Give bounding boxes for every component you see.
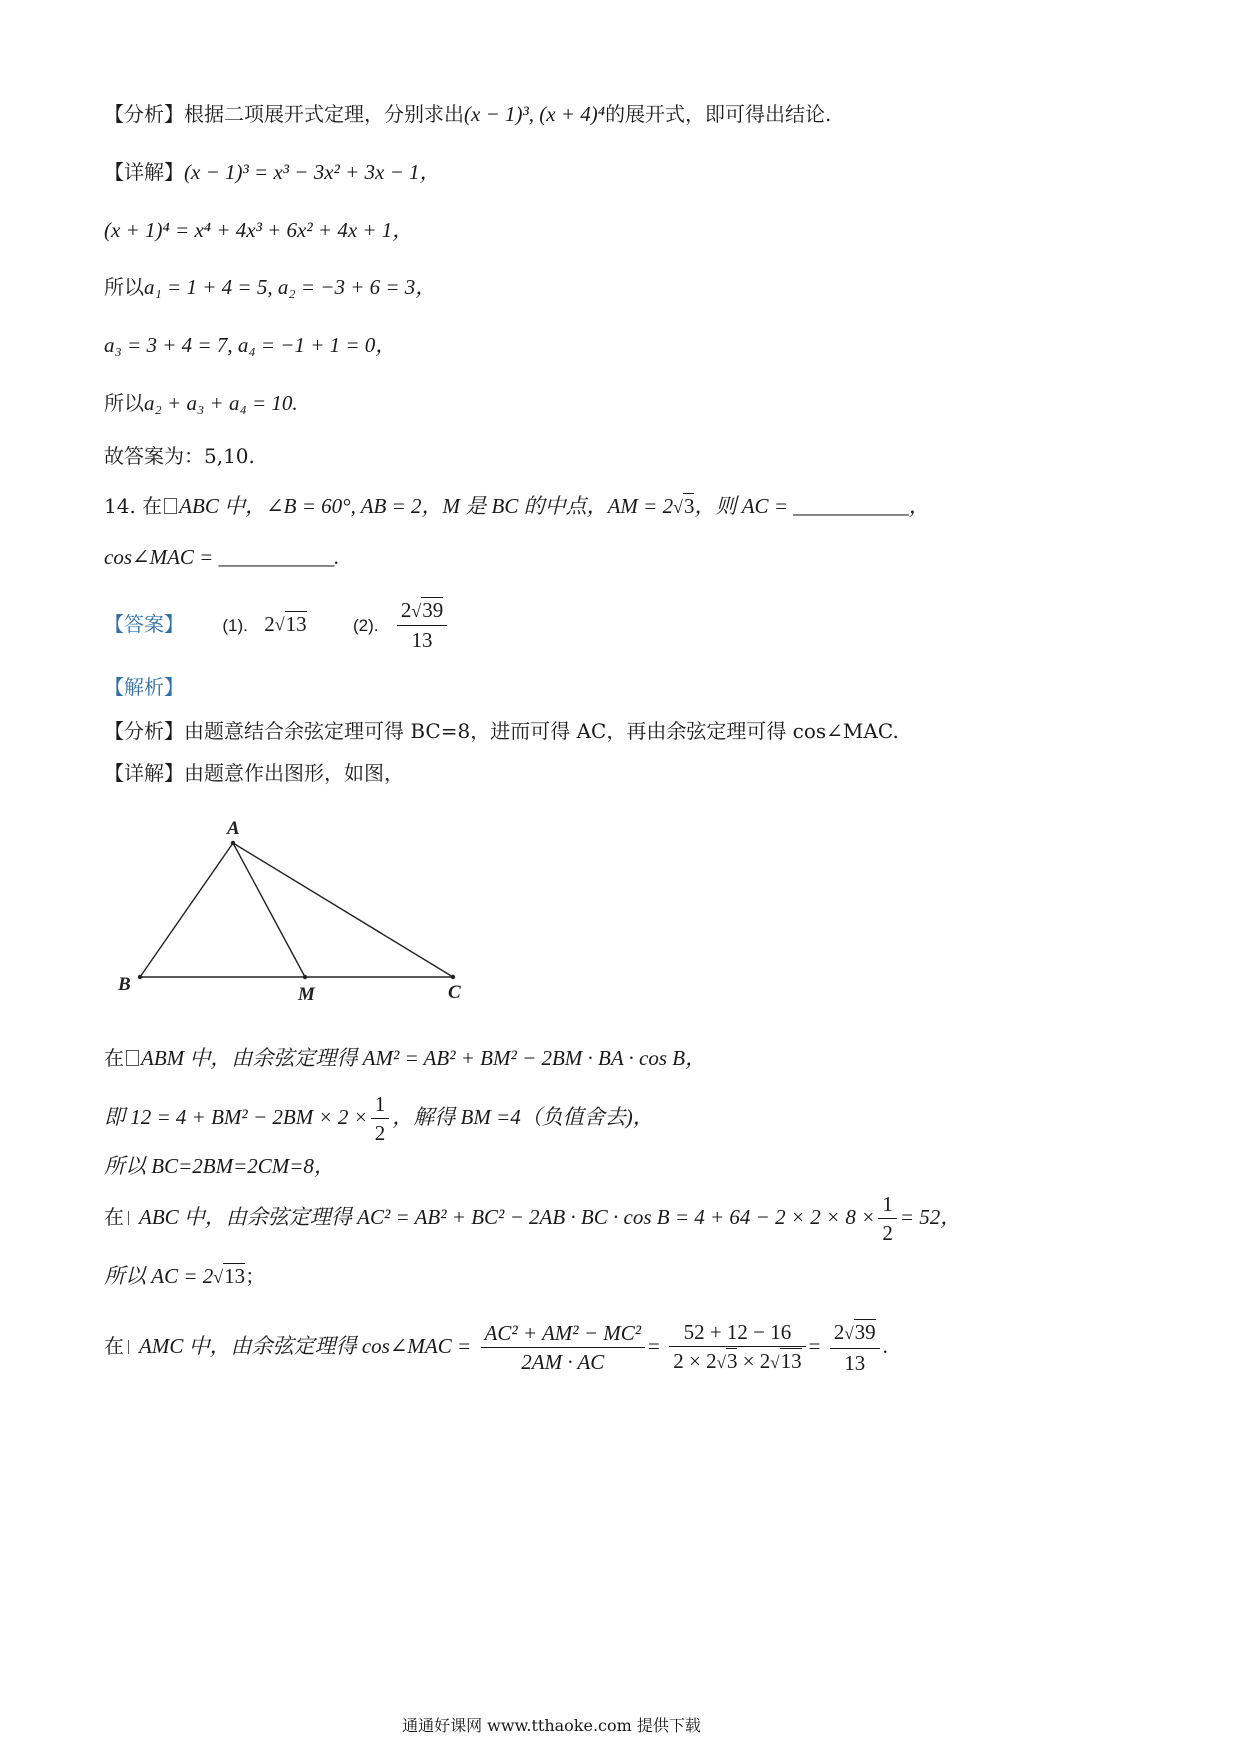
step-6-f2-den-r1: 3 <box>726 1349 738 1373</box>
answer-2-denominator: 13 <box>397 625 447 654</box>
answer-1-radicand: 13 <box>285 611 307 636</box>
step-6-f3-denominator: 13 <box>830 1348 880 1377</box>
footer-text: 通通好课网 www.tthaoke.com 提供下载 <box>402 1716 701 1735</box>
label-A: A <box>227 818 240 839</box>
detail-line-5 <box>104 387 298 419</box>
step-1-prefix: 在 <box>104 1046 124 1070</box>
step-6-fraction-3: $\frac{2√39}{13}$ <box>830 1318 880 1377</box>
answer-2-label: (2). <box>352 615 379 635</box>
step-2 <box>104 1090 654 1150</box>
step-4-numerator: 1 <box>882 1192 893 1216</box>
step-4-prefix: 在 <box>104 1205 124 1229</box>
step-6-fraction-1 <box>481 1319 646 1376</box>
answer-2-num-coef: 2 <box>400 598 412 622</box>
triangle-placeholder-icon <box>126 1050 139 1066</box>
detail-text-5: 所以 <box>104 391 144 415</box>
point-B <box>138 975 142 979</box>
answer-conclusion <box>104 440 255 472</box>
step-2-text: 即 12 = 4 + BM² − 2BM × 2 × <box>104 1105 368 1129</box>
detail-math-4: a₃ = 3 + 4 = 7, a₄ = −1 + 1 = 0， <box>104 333 397 357</box>
equals-sign: = <box>808 1334 821 1358</box>
question-14: 14. 在 ABC 中，∠B = 60°, AB = 2，M 是 BC 的中点，AM = 2√3，则 AC = ___________， <box>104 494 930 518</box>
detail-line-1 <box>104 156 441 188</box>
question-number: 14. 在 <box>104 494 163 518</box>
detail-text-3: 所以 <box>104 275 144 299</box>
question-text: ABC 中，∠B = 60°, AB = 2，M 是 BC 的中点，AM = 2 <box>179 494 674 518</box>
equals-sign: = <box>648 1334 660 1358</box>
period: . <box>882 1334 888 1358</box>
step-5-text: 所以 AC = 2 <box>104 1264 214 1288</box>
step-4-fraction <box>878 1190 897 1247</box>
question-sqrt: 3 <box>683 494 695 518</box>
answer-1-label: (1). <box>222 615 248 635</box>
answer-conclusion-text: 故答案为：5,10. <box>104 444 255 468</box>
detail-line-3 <box>104 271 436 303</box>
step-2-numerator: 1 <box>374 1092 386 1116</box>
analysis-line <box>104 98 831 130</box>
label-B: B <box>118 974 131 995</box>
analysis-text-end: 的展开式，即可得出结论. <box>605 102 832 126</box>
solution-analysis-text: 【分析】由题意结合余弦定理可得 BC=8，进而可得 AC，再由余弦定理可得 cos∠MAC. <box>104 719 899 743</box>
step-3-text: 所以 BC=2BM=2CM=8， <box>104 1154 335 1178</box>
solution-label <box>104 671 184 703</box>
step-6-f1-denominator: 2AM · AC <box>481 1347 646 1376</box>
page-footer <box>0 1713 1103 1736</box>
question-blank-2: cos∠MAC = ___________. <box>104 545 340 569</box>
detail-math-5: a₂ + a₃ + a₄ = 10. <box>144 391 298 415</box>
step-4-result: = 52， <box>899 1205 962 1229</box>
point-C <box>451 975 455 979</box>
solution-label-text: 【解析】 <box>104 675 184 699</box>
question-14-line-2 <box>104 541 339 573</box>
step-6-f2-den-a: 2 × 2 <box>673 1349 717 1373</box>
step-6-f2-den-r2: 13 <box>780 1349 802 1373</box>
answer-row: 【答案】 (1). 2√13 (2). $\frac{2√39}{13}$ <box>104 596 450 656</box>
side-AC <box>233 843 453 977</box>
step-3 <box>104 1150 335 1182</box>
step-5-end: ； <box>245 1264 266 1288</box>
triangle-placeholder-icon <box>128 1211 135 1225</box>
step-5-radicand: 13 <box>224 1264 246 1288</box>
step-6-f3-num-coef: 2 <box>833 1320 845 1344</box>
question-blank-1: ，则 AC = ___________， <box>694 494 930 518</box>
step-4-denominator: 2 <box>878 1218 897 1247</box>
label-M: M <box>298 984 315 1005</box>
detail-line-4 <box>104 329 396 361</box>
step-6-text: AMC 中，由余弦定理得 cos∠MAC = <box>139 1334 472 1358</box>
step-6-f2-den-b: × 2 <box>737 1349 771 1373</box>
answer-label: 【答案】 <box>104 611 184 636</box>
step-1 <box>104 1042 706 1074</box>
step-5: 所以 AC = 2√13； <box>104 1264 266 1288</box>
point-A <box>231 841 235 845</box>
solution-analysis <box>104 715 899 747</box>
answer-2-fraction: $\frac{2√39}{13}$ <box>397 596 447 654</box>
detail-line-2 <box>104 214 413 246</box>
step-6-f3-num-radicand: 39 <box>854 1320 876 1344</box>
detail-label: 【详解】 <box>104 160 184 184</box>
triangle-placeholder-icon <box>164 498 177 514</box>
step-4 <box>104 1190 961 1250</box>
label-C: C <box>448 982 461 1003</box>
answer-1-coef: 2 <box>264 611 275 636</box>
solution-detail-intro-text: 【详解】由题意作出图形，如图， <box>104 761 404 785</box>
detail-math-1: (x − 1)³ = x³ − 3x² + 3x − 1， <box>184 160 441 184</box>
side-AB <box>140 843 233 977</box>
step-6-f1-numerator: AC² + AM² − MC² <box>484 1321 642 1345</box>
step-6-f2-numerator: 52 + 12 − 16 <box>683 1320 792 1344</box>
detail-math-2: (x + 1)⁴ = x⁴ + 4x³ + 6x² + 4x + 1， <box>104 218 414 242</box>
detail-math-3: a₁ = 1 + 4 = 5, a₂ = −3 + 6 = 3， <box>144 275 437 299</box>
step-1-text: ABM 中，由余弦定理得 AM² = AB² + BM² − 2BM · BA · cos B， <box>141 1046 707 1070</box>
triangle-figure <box>100 810 480 1010</box>
analysis-text: 【分析】根据二项展开式定理，分别求出 <box>104 102 464 126</box>
step-2-fraction <box>371 1090 390 1147</box>
step-2-denominator: 2 <box>371 1118 390 1147</box>
segment-AM <box>233 843 305 977</box>
analysis-math: (x − 1)³, (x + 4)⁴ <box>464 102 606 126</box>
solution-detail-intro <box>104 757 404 789</box>
triangle-placeholder-icon <box>128 1340 135 1354</box>
answer-2-num-radicand: 39 <box>422 598 444 622</box>
step-2-text-end: ，解得 BM =4（负值舍去)， <box>392 1105 654 1129</box>
step-4-text: ABC 中，由余弦定理得 AC² = AB² + BC² − 2AB · BC · cos B = 4 + 64 − 2 × 2 × 8 × <box>139 1205 876 1229</box>
step-6 <box>104 1318 888 1382</box>
point-M <box>303 975 307 979</box>
step-6-fraction-2: $\frac{52 + 12 - 16}{2 \times 2√3 \times 2√13}$ <box>669 1318 805 1377</box>
step-6-prefix: 在 <box>104 1334 124 1358</box>
